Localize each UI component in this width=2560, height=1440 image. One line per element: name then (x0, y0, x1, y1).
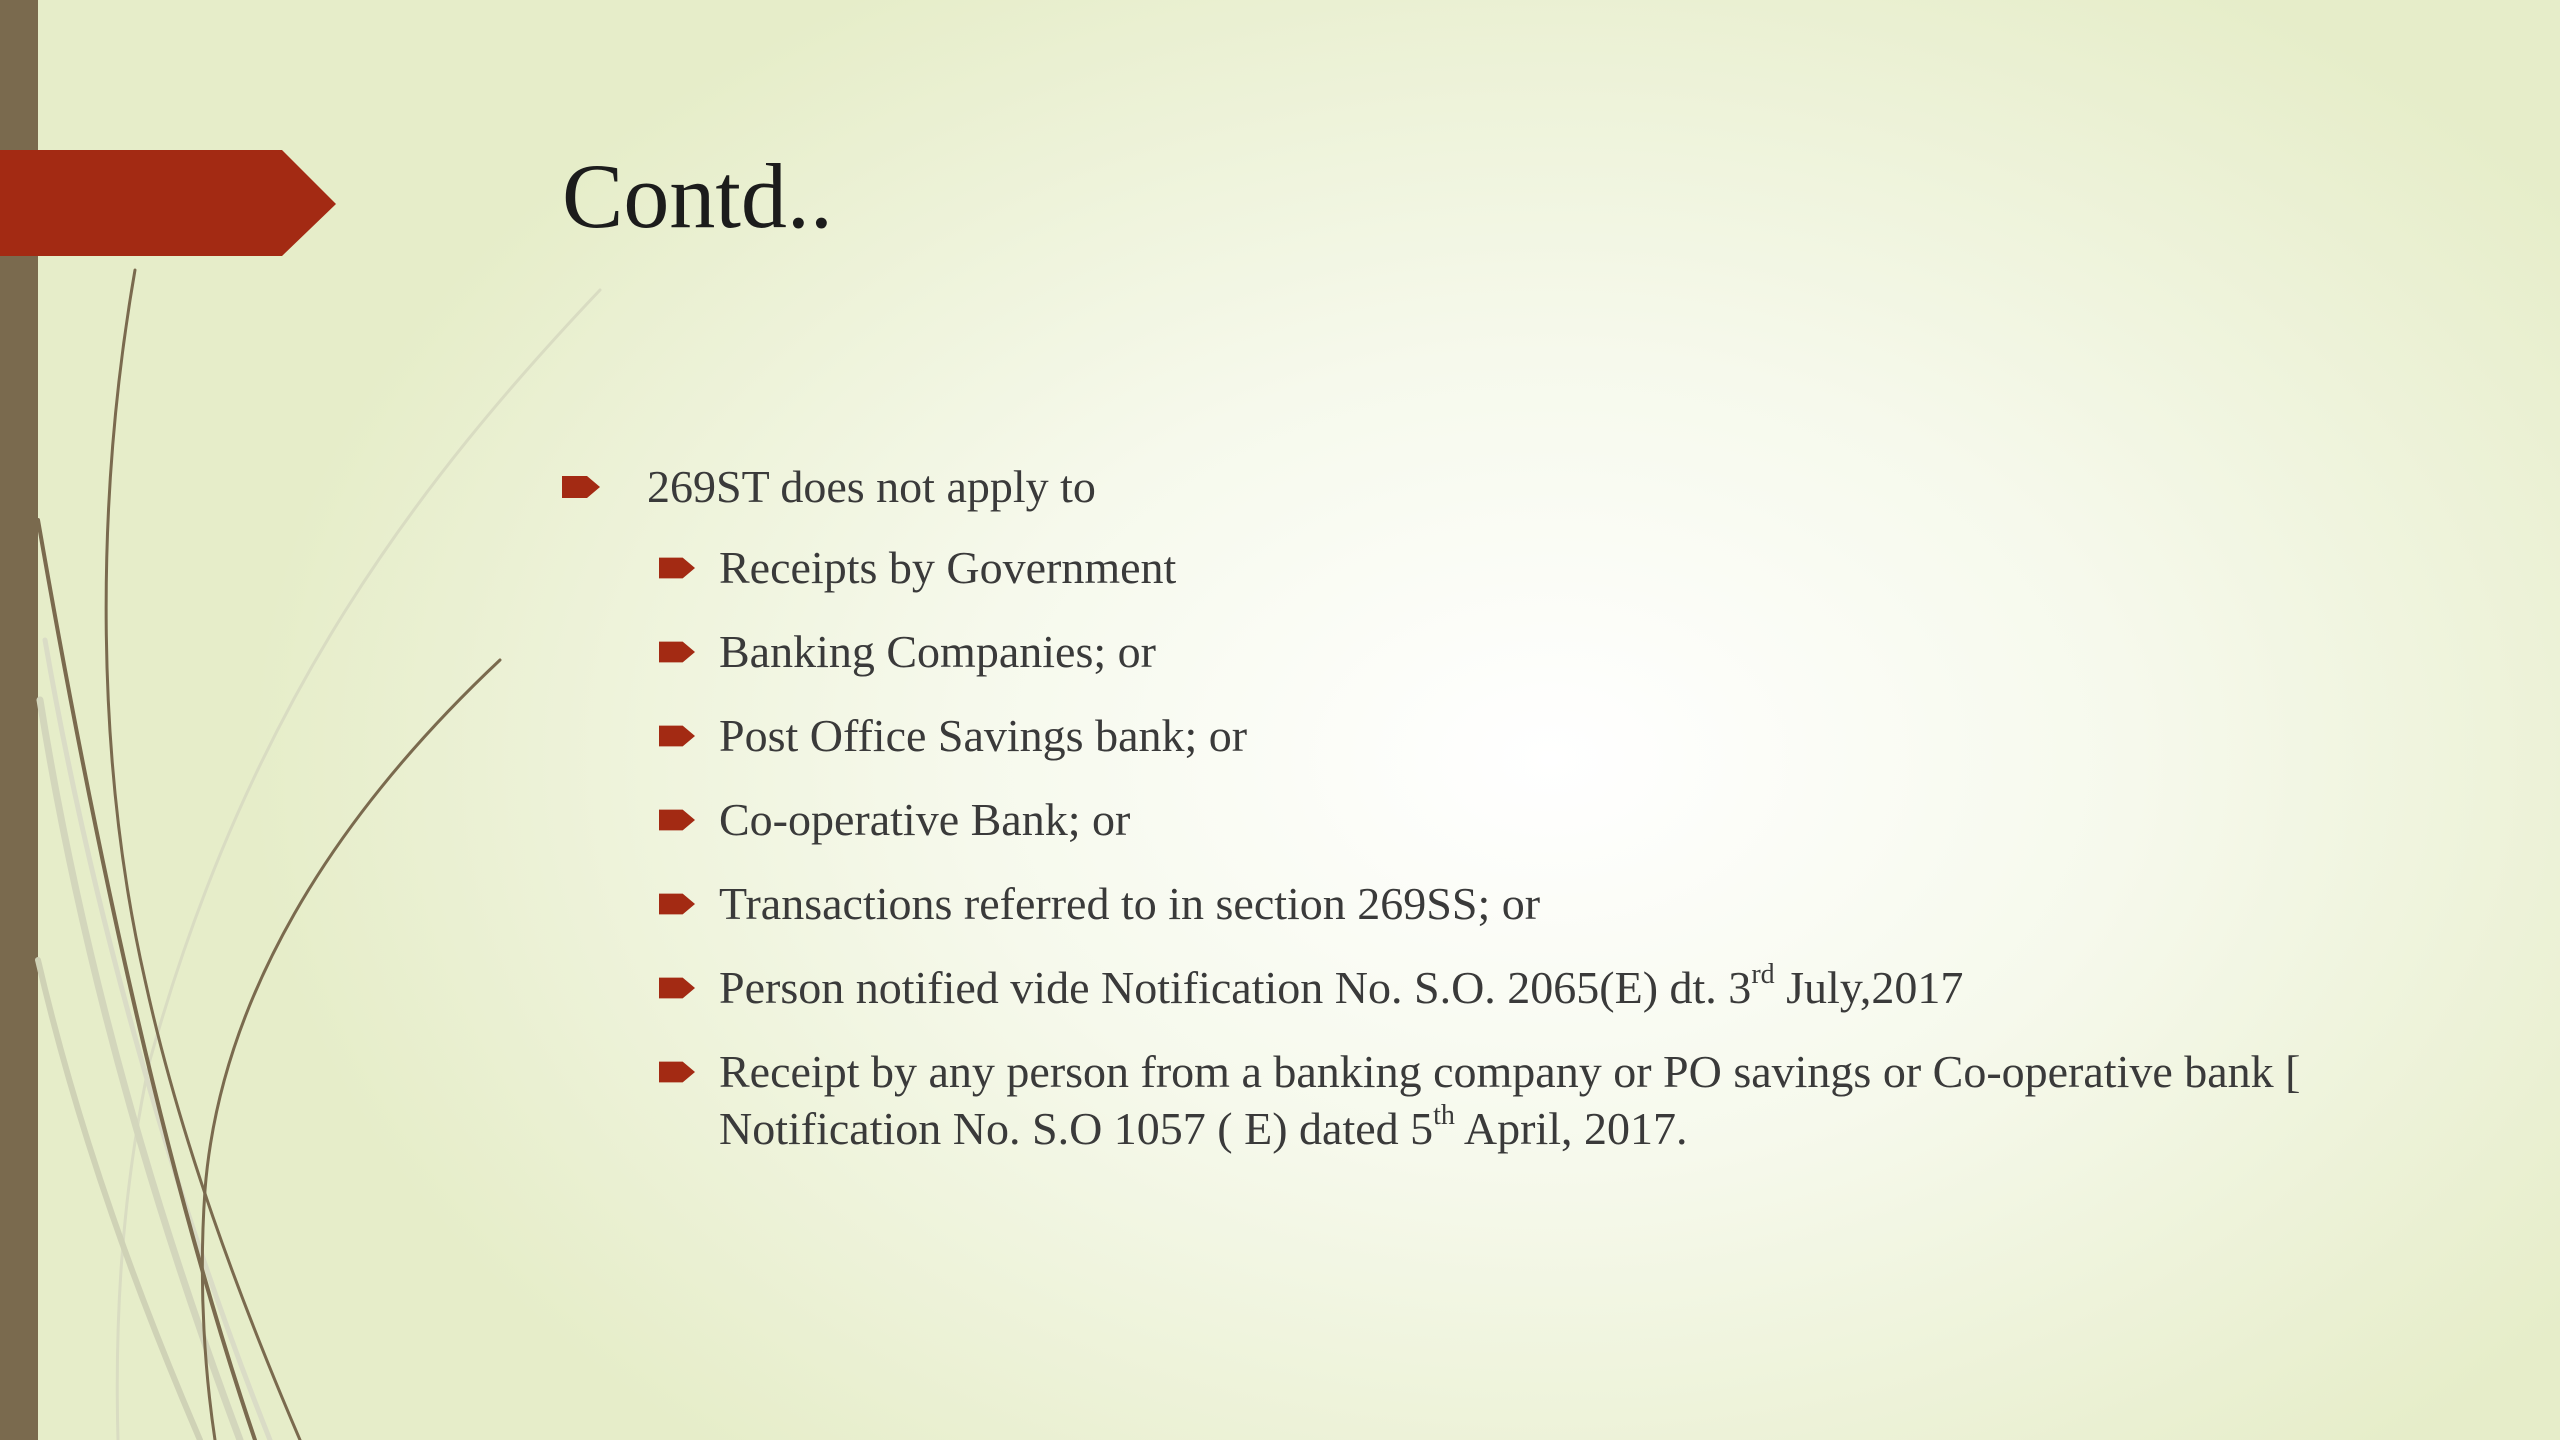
arrow-bullet-icon (659, 725, 695, 747)
sub-bullet (659, 539, 2482, 596)
sub-bullet-text (719, 1046, 2301, 1154)
ordinal-suffix: rd (1751, 958, 1775, 990)
main-bullet-text: 269ST does not apply to (647, 461, 1096, 512)
arrow-bullet-icon (659, 1061, 695, 1083)
sub-bullet (659, 791, 2482, 848)
sub-bullet (659, 1043, 2482, 1157)
sub-bullet-text-end: April, 2017. (1454, 1103, 1688, 1154)
slide-content (562, 458, 2482, 1184)
sub-bullet-text: Banking Companies; or (719, 626, 1156, 677)
sub-bullet (659, 875, 2482, 932)
arrow-bullet-icon (659, 641, 695, 663)
sub-bullet-text: Transactions referred to in section 269SS; or (719, 878, 1541, 929)
main-bullet (562, 458, 2482, 515)
sub-bullet-text-main: Person notified vide Notification No. S.O. 2065(E) dt. 3 (719, 962, 1752, 1013)
ordinal-suffix: th (1433, 1099, 1455, 1131)
arrow-bullet-icon (659, 893, 695, 915)
sub-bullet (659, 623, 2482, 680)
sub-bullet (659, 707, 2482, 764)
sub-bullet-text-main: Receipt by any person from a banking company or PO savings or Co-operative bank [ Notification No. S.O 1057 ( E) dated 5 (719, 1046, 2301, 1154)
slide-title: Contd.. (562, 145, 833, 247)
title-arrow-marker (0, 150, 340, 258)
arrow-bullet-icon (659, 809, 695, 831)
sub-bullet (659, 959, 2482, 1016)
sub-bullet-text: Post Office Savings bank; or (719, 710, 1248, 761)
sub-bullet-text (719, 958, 1964, 1013)
sub-bullet-text: Receipts by Government (719, 542, 1177, 593)
arrow-bullet-icon (659, 557, 695, 579)
arrow-bullet-icon (562, 476, 600, 498)
sub-bullet-text-end: July,2017 (1774, 962, 1964, 1013)
arrow-bullet-icon (659, 977, 695, 999)
sub-bullet-text: Co-operative Bank; or (719, 794, 1131, 845)
